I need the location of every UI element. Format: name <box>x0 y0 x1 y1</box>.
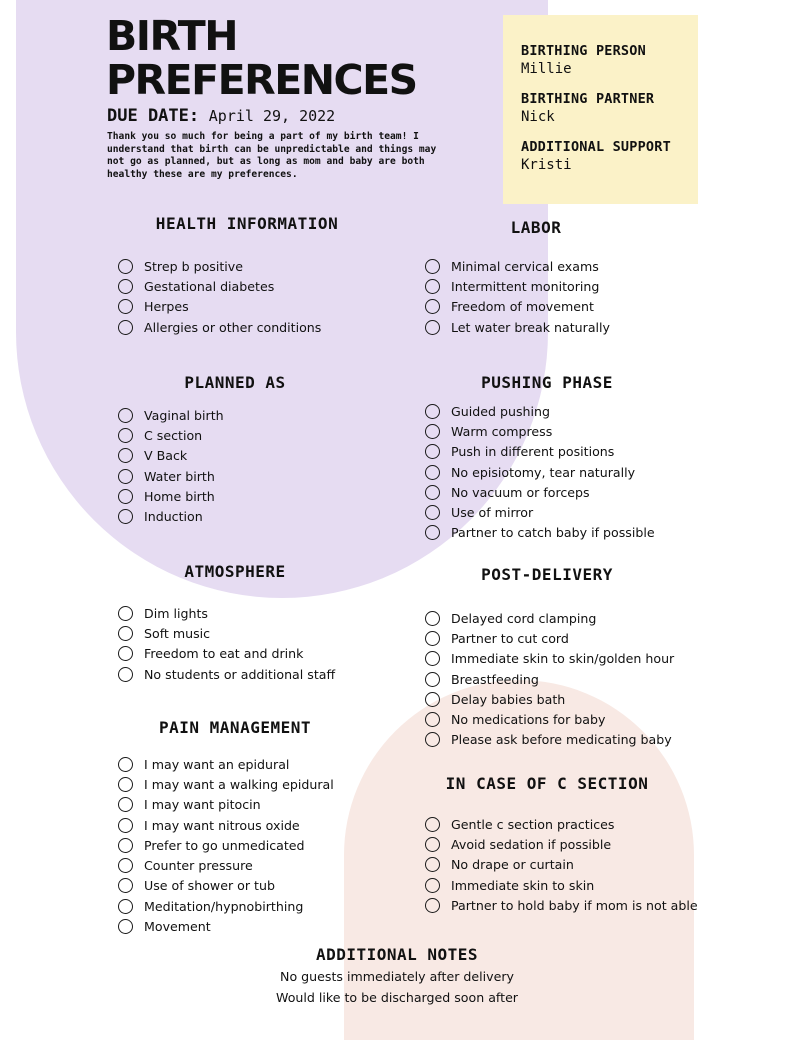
checklist-item-label: Herpes <box>144 299 189 315</box>
checkbox-circle-icon[interactable] <box>425 672 440 687</box>
checkbox-circle-icon[interactable] <box>118 489 133 504</box>
checkbox-circle-icon[interactable] <box>118 320 133 335</box>
checkbox-circle-icon[interactable] <box>118 838 133 853</box>
checklist-item[interactable] <box>118 774 334 794</box>
checklist-item[interactable] <box>118 256 321 276</box>
checklist-item-label: Dim lights <box>144 605 208 621</box>
checklist-item-label: I may want pitocin <box>144 797 261 813</box>
checkbox-circle-icon[interactable] <box>425 898 440 913</box>
checklist-item[interactable] <box>425 256 610 276</box>
intro-text: Thank you so much for being a part of my birth team! I understand that birth can be unpredictable and things may not go as planned, but as long as mom and baby are both healthy these are my preferences. <box>107 131 437 180</box>
checkbox-circle-icon[interactable] <box>425 485 440 500</box>
checklist-item[interactable] <box>118 466 224 486</box>
checkbox-circle-icon[interactable] <box>425 817 440 832</box>
birthing-partner-label: BIRTHING PARTNER <box>521 91 655 107</box>
checkbox-circle-icon[interactable] <box>118 919 133 934</box>
c-section-heading: IN CASE OF C SECTION <box>445 774 649 793</box>
checklist-item[interactable] <box>118 623 335 643</box>
checklist-item-label: Gestational diabetes <box>144 278 275 294</box>
checkbox-circle-icon[interactable] <box>425 712 440 727</box>
checklist-item-label: Immediate skin to skin <box>451 877 595 893</box>
checklist-item-label: Prefer to go unmedicated <box>144 837 305 853</box>
checkbox-circle-icon[interactable] <box>425 465 440 480</box>
checkbox-circle-icon[interactable] <box>118 626 133 641</box>
checklist-item[interactable] <box>425 669 674 689</box>
checklist-item[interactable] <box>425 401 655 421</box>
checkbox-circle-icon[interactable] <box>118 646 133 661</box>
note-line-1: No guests immediately after delivery <box>280 969 514 984</box>
checklist-item[interactable] <box>118 486 224 506</box>
checklist-item[interactable] <box>425 442 655 462</box>
checklist-item-label: Gentle c section practices <box>451 816 615 832</box>
birthing-person-label: BIRTHING PERSON <box>521 43 646 59</box>
checklist-item-label: Please ask before medicating baby <box>451 732 672 748</box>
page-title <box>106 14 417 102</box>
checklist-item[interactable] <box>118 603 335 623</box>
checklist-item[interactable] <box>425 895 698 915</box>
checkbox-circle-icon[interactable] <box>118 606 133 621</box>
pain-management-heading: PAIN MANAGEMENT <box>159 718 311 737</box>
checklist-item-label: No vacuum or forceps <box>451 484 590 500</box>
checklist-item[interactable] <box>425 502 655 522</box>
checklist-item-label: Delay babies bath <box>451 691 566 707</box>
checklist-item[interactable] <box>425 523 655 543</box>
checkbox-circle-icon[interactable] <box>118 299 133 314</box>
checkbox-circle-icon[interactable] <box>425 404 440 419</box>
checkbox-circle-icon[interactable] <box>118 757 133 772</box>
health-information-heading: HEALTH INFORMATION <box>155 214 339 233</box>
checkbox-circle-icon[interactable] <box>118 509 133 524</box>
checkbox-circle-icon[interactable] <box>118 777 133 792</box>
checkbox-circle-icon[interactable] <box>118 259 133 274</box>
birth-team-box <box>503 15 698 204</box>
checkbox-circle-icon[interactable] <box>118 858 133 873</box>
checkbox-circle-icon[interactable] <box>425 525 440 540</box>
checkbox-circle-icon[interactable] <box>425 320 440 335</box>
checkbox-circle-icon[interactable] <box>425 692 440 707</box>
checkbox-circle-icon[interactable] <box>425 631 440 646</box>
checklist-item-label: Home birth <box>144 488 215 504</box>
due-date <box>107 106 335 126</box>
checkbox-circle-icon[interactable] <box>425 732 440 747</box>
checklist-item[interactable] <box>118 297 321 317</box>
checklist-item-label: Use of shower or tub <box>144 878 275 894</box>
pushing-phase-list <box>425 401 655 543</box>
checklist-item[interactable] <box>118 664 335 684</box>
checklist-item[interactable] <box>425 317 610 337</box>
checkbox-circle-icon[interactable] <box>118 448 133 463</box>
checkbox-circle-icon[interactable] <box>118 667 133 682</box>
checklist-item[interactable] <box>425 628 674 648</box>
checkbox-circle-icon[interactable] <box>425 878 440 893</box>
checklist-item-label: Let water break naturally <box>451 319 610 335</box>
checkbox-circle-icon[interactable] <box>425 857 440 872</box>
due-date-label: DUE DATE: <box>107 106 200 126</box>
checklist-item-label: Strep b positive <box>144 258 243 274</box>
checklist-item-label: Meditation/hypnobirthing <box>144 898 304 914</box>
checklist-item[interactable] <box>118 815 334 835</box>
c-section-list <box>425 814 698 915</box>
note-line-2: Would like to be discharged soon after <box>275 990 518 1005</box>
checkbox-circle-icon[interactable] <box>425 299 440 314</box>
checklist-item-label: Guided pushing <box>451 403 550 419</box>
checklist-item[interactable] <box>425 649 674 669</box>
checklist-item-label: No episiotomy, tear naturally <box>451 464 636 480</box>
checklist-item[interactable] <box>425 855 698 875</box>
checklist-item-label: Avoid sedation if possible <box>451 836 612 852</box>
checkbox-circle-icon[interactable] <box>118 408 133 423</box>
checklist-item-label: Delayed cord clamping <box>451 610 597 626</box>
checklist-item[interactable] <box>425 709 674 729</box>
checkbox-circle-icon[interactable] <box>425 279 440 294</box>
checklist-item-label: Breastfeeding <box>451 671 539 687</box>
checklist-item-label: Intermittent monitoring <box>451 278 600 294</box>
checklist-item-label: Minimal cervical exams <box>451 258 599 274</box>
checklist-item-label: Induction <box>144 509 203 525</box>
checkbox-circle-icon[interactable] <box>425 424 440 439</box>
checklist-item[interactable] <box>118 916 334 936</box>
checkbox-circle-icon[interactable] <box>118 878 133 893</box>
checklist-item-label: I may want a walking epidural <box>144 776 334 792</box>
atmosphere-heading: ATMOSPHERE <box>184 562 286 581</box>
checklist-item[interactable] <box>425 462 655 482</box>
planned-as-heading: PLANNED AS <box>184 373 286 392</box>
checklist-item-label: I may want an epidural <box>144 756 290 772</box>
checklist-item-label: Vaginal birth <box>144 407 224 423</box>
checklist-item-label: Soft music <box>144 625 211 641</box>
checklist-item-label: Counter pressure <box>144 858 253 874</box>
checklist-item[interactable] <box>425 834 698 854</box>
additional-notes <box>230 966 564 1008</box>
birthing-person-value: Millie <box>521 61 572 77</box>
checklist-item[interactable] <box>118 855 334 875</box>
pain-management-list <box>118 754 334 937</box>
post-delivery-list <box>425 608 674 750</box>
checklist-item[interactable] <box>118 276 321 296</box>
checklist-item[interactable] <box>425 689 674 709</box>
checkbox-circle-icon[interactable] <box>425 651 440 666</box>
checklist-item-label: Partner to catch baby if possible <box>451 525 655 541</box>
checkbox-circle-icon[interactable] <box>118 818 133 833</box>
checklist-item[interactable] <box>425 297 610 317</box>
checklist-item-label: Warm compress <box>451 423 553 439</box>
labor-heading: LABOR <box>510 218 562 237</box>
checklist-item[interactable] <box>118 644 335 664</box>
checklist-item[interactable] <box>118 506 224 526</box>
checklist-item-label: Use of mirror <box>451 505 534 521</box>
checklist-item-label: Allergies or other conditions <box>144 319 322 335</box>
checkbox-circle-icon[interactable] <box>118 469 133 484</box>
title-line-2: PREFERENCES <box>106 56 417 104</box>
checklist-item-label: Movement <box>144 919 211 935</box>
checklist-item-label: Push in different positions <box>451 444 615 460</box>
labor-list <box>425 256 610 337</box>
checklist-item[interactable] <box>118 317 321 337</box>
checklist-item-label: No drape or curtain <box>451 857 574 873</box>
checklist-item[interactable] <box>425 814 698 834</box>
planned-as-list <box>118 405 224 527</box>
checklist-item[interactable] <box>425 421 655 441</box>
checkbox-circle-icon[interactable] <box>425 837 440 852</box>
checklist-item-label: Immediate skin to skin/golden hour <box>451 651 675 667</box>
checklist-item[interactable] <box>425 875 698 895</box>
checklist-item[interactable] <box>118 754 334 774</box>
atmosphere-list <box>118 603 335 684</box>
checklist-item[interactable] <box>425 276 610 296</box>
pushing-phase-heading: PUSHING PHASE <box>481 373 613 392</box>
checklist-item[interactable] <box>118 876 334 896</box>
checklist-item[interactable] <box>118 795 334 815</box>
checkbox-circle-icon[interactable] <box>118 279 133 294</box>
checklist-item-label: No students or additional staff <box>144 666 336 682</box>
checklist-item-label: Partner to hold baby if mom is not able <box>451 897 698 913</box>
checkbox-circle-icon[interactable] <box>118 797 133 812</box>
checklist-item-label: Freedom of movement <box>451 299 594 315</box>
checklist-item-label: Partner to cut cord <box>451 630 569 646</box>
checklist-item[interactable] <box>118 896 334 916</box>
due-date-value: April 29, 2022 <box>208 107 336 125</box>
checkbox-circle-icon[interactable] <box>425 611 440 626</box>
checklist-item-label: C section <box>144 427 203 443</box>
birthing-partner-value: Nick <box>521 109 555 125</box>
title-line-1: BIRTH <box>106 12 238 60</box>
checklist-item[interactable] <box>118 405 224 425</box>
additional-notes-heading: ADDITIONAL NOTES <box>315 945 479 964</box>
additional-support-value: Kristi <box>521 157 572 173</box>
checklist-item[interactable] <box>118 446 224 466</box>
checklist-item[interactable] <box>118 835 334 855</box>
checklist-item[interactable] <box>425 482 655 502</box>
checklist-item-label: No medications for baby <box>451 712 606 728</box>
checkbox-circle-icon[interactable] <box>425 505 440 520</box>
checkbox-circle-icon[interactable] <box>118 428 133 443</box>
checklist-item-label: Water birth <box>144 468 215 484</box>
checklist-item-label: V Back <box>144 448 188 464</box>
health-information-list <box>118 256 321 337</box>
checkbox-circle-icon[interactable] <box>118 899 133 914</box>
additional-support-label: ADDITIONAL SUPPORT <box>521 139 671 155</box>
checkbox-circle-icon[interactable] <box>425 259 440 274</box>
post-delivery-heading: POST-DELIVERY <box>481 565 613 584</box>
checklist-item[interactable] <box>425 608 674 628</box>
checklist-item-label: I may want nitrous oxide <box>144 817 300 833</box>
checkbox-circle-icon[interactable] <box>425 444 440 459</box>
checklist-item-label: Freedom to eat and drink <box>144 646 304 662</box>
checklist-item[interactable] <box>425 730 674 750</box>
checklist-item[interactable] <box>118 425 224 445</box>
